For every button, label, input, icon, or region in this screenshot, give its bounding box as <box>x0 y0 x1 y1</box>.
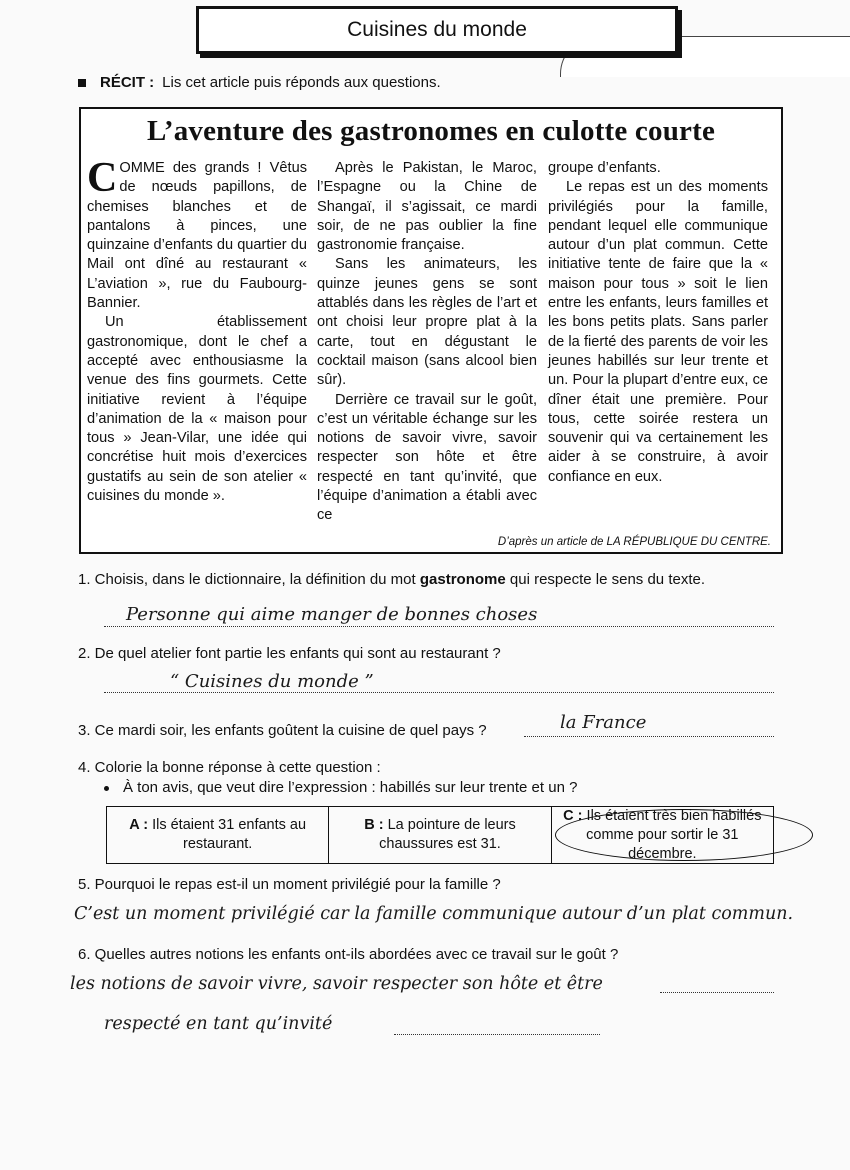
question-5: 5. Pourquoi le repas est-il un moment privilégié pour la famille ? <box>78 876 501 893</box>
question-6: 6. Quelles autres notions les enfants ont-ils abordées avec ce travail sur le goût ? <box>78 946 619 963</box>
square-bullet-icon <box>78 79 86 87</box>
recit-label: RÉCIT : <box>100 74 155 91</box>
article-column-2 <box>317 159 537 526</box>
question-2: 2. De quel atelier font partie les enfants qui sont au restaurant ? <box>78 645 501 662</box>
article-box <box>79 107 783 554</box>
answer-2[interactable]: “ Cuisines du monde ” <box>170 671 374 692</box>
bullet-icon <box>104 786 109 791</box>
answer-line <box>660 992 774 993</box>
question-1: 1. Choisis, dans le dictionnaire, la définition du mot gastronome qui respecte le sens du texte. <box>78 571 706 588</box>
drop-cap: C <box>87 155 118 201</box>
article-paragraph: COMME des grands ! Vêtus de nœuds papillons, de chemises blanches et de pantalons à pinces, une quinzaine d’enfants du quartier du Mail ont dîné au restaurant « L’aviation », rue du Faubourg-Bannier. <box>87 155 307 312</box>
article-paragraph: Sans les animateurs, les quinze jeunes gens se sont attablés dans les règles de l’art et ont choisi leur propre plat à la carte, tout en dégustant le cocktail maison (sans alcool bien sûr). <box>317 256 537 389</box>
answer-6-line-2[interactable]: respecté en tant qu’invité <box>104 1014 333 1034</box>
recit-instruction <box>78 74 441 91</box>
article-source: D’après un article de LA RÉPUBLIQUE DU CENTRE. <box>497 536 771 548</box>
article-column-3 <box>548 159 768 487</box>
question-3: 3. Ce mardi soir, les enfants goûtent la cuisine de quel pays ? <box>78 722 487 739</box>
option-a[interactable]: A : Ils étaient 31 enfants au restaurant. <box>107 807 329 863</box>
answer-line <box>104 626 774 627</box>
selection-circle <box>555 809 813 861</box>
answer-line <box>104 692 774 693</box>
option-c[interactable]: C : Ils étaient très bien habillés comme pour sortir le 31 décembre. <box>552 807 773 863</box>
recit-text: Lis cet article puis réponds aux questions. <box>162 74 441 91</box>
article-paragraph: Un établissement gastronomique, dont le chef a accepté avec enthousiasme la venue des fins gourmets. Cette initiative revient à l’équipe d’animation de la « maison pour tous » Jean-Vilar, une idée qui concrétise huit mois d’exercices gustatifs au sein de son atelier « cuisines du monde ». <box>87 314 307 505</box>
page-title-text: Cuisines du monde <box>347 18 527 41</box>
answer-choices <box>106 806 774 864</box>
article-paragraph: Derrière ce travail sur le goût, c’est un véritable échange sur les notions de savoir vivre, savoir respecter son hôte et être respecté en tant qu’invité, que l’équipe d’animation a établi avec ce <box>317 391 537 524</box>
question-1-keyword: gastronome <box>419 571 506 588</box>
question-4: 4. Colorie la bonne réponse à cette question : <box>78 759 381 776</box>
page-title <box>196 6 678 54</box>
answer-line <box>524 736 774 737</box>
article-title: L’aventure des gastronomes en culotte courte <box>146 115 716 147</box>
article-paragraph: groupe d’enfants. <box>548 160 661 176</box>
answer-5[interactable]: C’est un moment privilégié car la famille communique autour d’un plat commun. <box>74 904 794 924</box>
option-b[interactable]: B : La pointure de leurs chaussures est 31. <box>329 807 551 863</box>
answer-3[interactable]: la France <box>560 712 647 733</box>
answer-1[interactable]: Personne qui aime manger de bonnes choses <box>126 604 538 625</box>
article-column-1 <box>87 155 307 506</box>
answer-6-line-1[interactable]: les notions de savoir vivre, savoir respecter son hôte et être <box>70 974 603 994</box>
article-paragraph: Après le Pakistan, le Maroc, l’Espagne ou la Chine de Shangaï, il s’agissait, ce mardi soir, de ne pas oublier la fine gastronomie française. <box>317 160 537 254</box>
answer-line <box>394 1034 600 1035</box>
article-paragraph: Le repas est un des moments privilégiés pour la famille, pendant lequel elle communique autour d’un plat commun. Cette initiative tente de faire que la « maison pour tous » soit le lien entre les enfants, leurs familles et les bons petits plats. Sans parler de la fierté des parents de voir les jeunes habillés sur leur trente et un. Pour la plupart d’entre eux, ce dîner était une première. Pour tous, cette soirée restera un souvenir qui va certainement les aider à se construire, à avoir confiance en eux. <box>548 179 768 485</box>
question-4-subquestion: À ton avis, que veut dire l’expression : habillés sur leur trente et un ? <box>104 779 577 796</box>
